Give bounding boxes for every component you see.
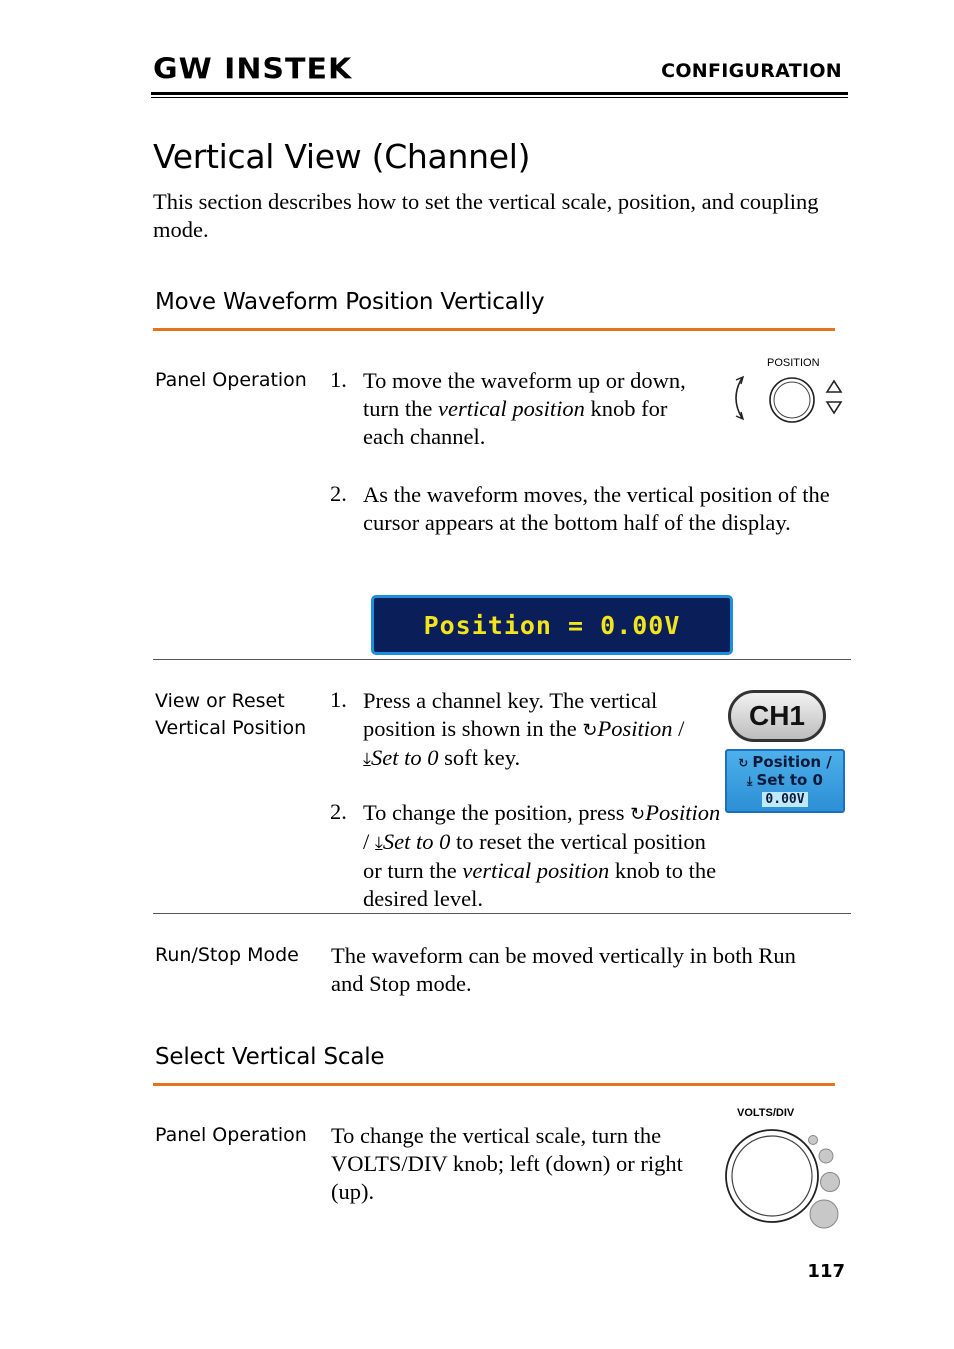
rotate-icon: ↻	[630, 804, 646, 824]
subhead-move-position: Move Waveform Position Vertically	[155, 289, 545, 315]
down-to-line-icon: ⤓	[747, 774, 757, 788]
volts-div-caption: VOLTS/DIV	[737, 1107, 795, 1119]
label-run-stop: Run/Stop Mode	[155, 944, 299, 966]
intro-paragraph: This section describes how to set the vertical scale, position, and coupling mode.	[153, 189, 819, 242]
run-stop-text: The waveform can be moved vertically in both Run and Stop mode.	[331, 943, 796, 996]
step-number: 1.	[330, 367, 347, 392]
subhead-rule	[153, 1083, 835, 1086]
page-number: 117	[807, 1261, 845, 1282]
step-1-text: To move the waveform up or down, turn the vertical position knob for each channel.	[363, 368, 686, 449]
subhead-vertical-scale: Select Vertical Scale	[155, 1044, 385, 1070]
page-title: Vertical View (Channel)	[153, 137, 531, 176]
scale-text: To change the vertical scale, turn the VOLTS/DIV knob; left (down) or right (up).	[331, 1123, 683, 1204]
step-number: 2.	[330, 481, 347, 506]
row-divider	[153, 913, 851, 914]
header-rule	[151, 92, 848, 95]
down-to-line-icon: ⤓	[363, 749, 371, 769]
position-readout-display: Position = 0.00V	[371, 595, 733, 655]
label-panel-operation: Panel Operation	[155, 1124, 307, 1146]
down-to-line-icon: ⤓	[374, 833, 383, 853]
subhead-rule	[153, 328, 835, 331]
rotate-icon: ↻	[738, 756, 753, 770]
section-tag: CONFIGURATION	[661, 60, 842, 82]
softkey-value: 0.00V	[762, 792, 807, 807]
rotate-icon: ↻	[582, 720, 598, 740]
position-knob-caption: POSITION	[767, 357, 820, 369]
view-step-1-text: Press a channel key. The vertical position is shown in the ↻Position / ⤓Set to 0 soft key.	[363, 688, 685, 770]
brand-logo: GW INSTEK	[153, 52, 353, 87]
position-softkey: ↻ Position / ⤓ Set to 0 0.00V	[725, 749, 845, 813]
label-panel-operation: Panel Operation	[155, 369, 307, 391]
volts-div-knob-icon	[722, 1126, 844, 1232]
ch1-key-icon: CH1	[728, 690, 826, 742]
step-number: 1.	[330, 687, 347, 712]
step-2-text: As the waveform moves, the vertical position of the cursor appears at the bottom half of the display.	[363, 482, 830, 535]
step-number: 2.	[330, 799, 347, 824]
view-step-2-text: To change the position, press ↻Position / ⤓Set to 0 to reset the vertical position or turn the vertical position knob to the desired level.	[363, 800, 721, 911]
header-rule-thin	[151, 97, 848, 98]
label-view-reset: View or Reset Vertical Position	[155, 690, 307, 739]
position-knob-icon	[726, 372, 846, 424]
row-divider	[153, 659, 851, 660]
